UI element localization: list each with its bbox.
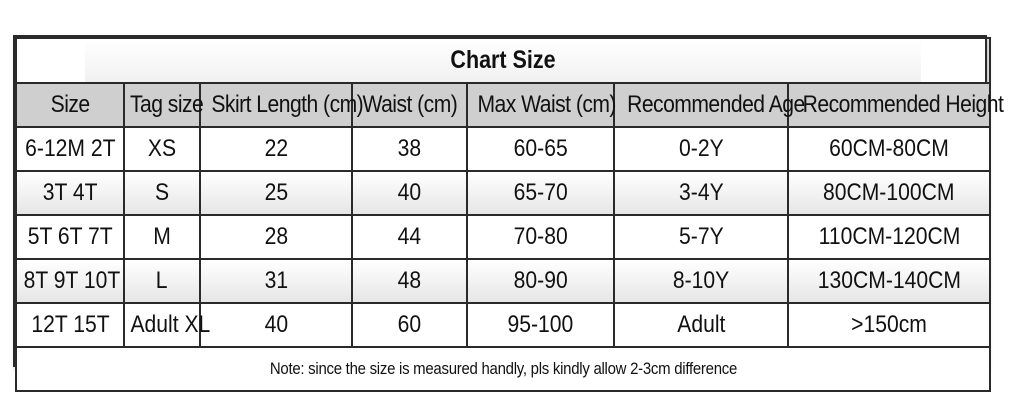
cell-tag-size: L: [124, 259, 200, 303]
cell-max-waist: 80-90: [467, 259, 614, 303]
cell-skirt-length: 28: [200, 215, 352, 259]
cell-recommended-age: Adult: [614, 303, 788, 347]
cell-size: 6-12M 2T: [16, 127, 124, 171]
cell-skirt-length: 25: [200, 171, 352, 215]
chart-title: Chart Size: [84, 38, 922, 83]
cell-max-waist: 70-80: [467, 215, 614, 259]
header-max-waist: Max Waist (cm): [467, 83, 614, 127]
cell-waist: 40: [352, 171, 467, 215]
header-skirt-length: Skirt Length (cm): [200, 83, 352, 127]
cell-tag-size: M: [124, 215, 200, 259]
size-chart-frame: [13, 35, 1004, 378]
footnote: Note: since the size is measured handly, pls kindly allow 2-3cm difference: [16, 347, 990, 391]
cell-recommended-height: >150cm: [788, 303, 990, 347]
cell-recommended-height: 110CM-120CM: [788, 215, 990, 259]
table-row: [16, 127, 990, 171]
cell-waist: 60: [352, 303, 467, 347]
cell-recommended-age: 5-7Y: [614, 215, 788, 259]
cell-max-waist: 95-100: [467, 303, 614, 347]
cell-max-waist: 65-70: [467, 171, 614, 215]
cell-recommended-age: 0-2Y: [614, 127, 788, 171]
cell-recommended-age: 8-10Y: [614, 259, 788, 303]
cell-max-waist: 60-65: [467, 127, 614, 171]
table-row: [16, 303, 990, 347]
header-recommended-height: Recommended Height: [788, 83, 990, 127]
header-recommended-age: Recommended Age: [614, 83, 788, 127]
header-tag-size: Tag size: [124, 83, 200, 127]
cell-size: 12T 15T: [16, 303, 124, 347]
cell-size: 3T 4T: [16, 171, 124, 215]
cell-recommended-height: 60CM-80CM: [788, 127, 990, 171]
cell-recommended-height: 130CM-140CM: [788, 259, 990, 303]
table-row: [16, 259, 990, 303]
cell-tag-size: Adult XL: [124, 303, 200, 347]
cell-size: 8T 9T 10T: [16, 259, 124, 303]
cell-skirt-length: 31: [200, 259, 352, 303]
cell-skirt-length: 22: [200, 127, 352, 171]
cell-tag-size: S: [124, 171, 200, 215]
header-size: Size: [16, 83, 124, 127]
cell-waist: 44: [352, 215, 467, 259]
table-row: [16, 171, 990, 215]
cell-recommended-age: 3-4Y: [614, 171, 788, 215]
cell-size: 5T 6T 7T: [16, 215, 124, 259]
table-row: [16, 215, 990, 259]
size-chart-table: [15, 37, 1004, 392]
cell-tag-size: XS: [124, 127, 200, 171]
cell-recommended-height: 80CM-100CM: [788, 171, 990, 215]
cell-waist: 38: [352, 127, 467, 171]
header-waist: Waist (cm): [352, 83, 467, 127]
cell-skirt-length: 40: [200, 303, 352, 347]
header-row: [16, 83, 990, 127]
cell-waist: 48: [352, 259, 467, 303]
